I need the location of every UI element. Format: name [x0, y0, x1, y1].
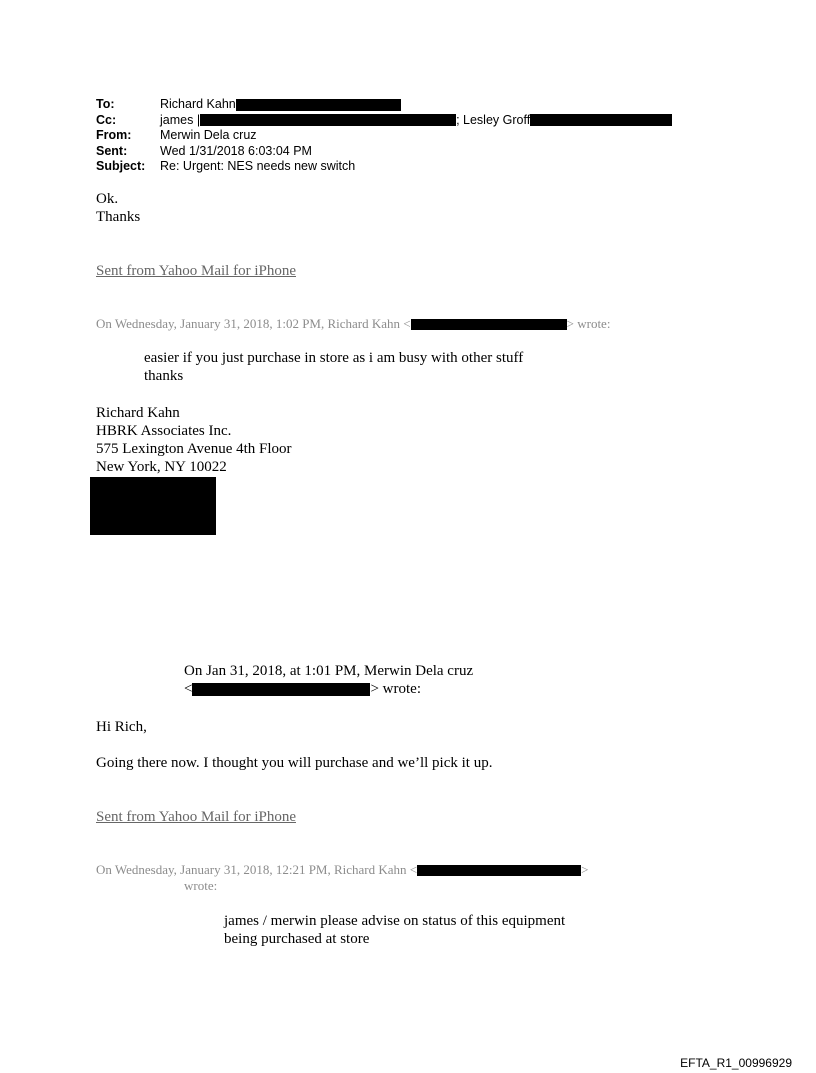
attribution-text: > wrote: — [566, 316, 611, 331]
quoted-body: Going there now. I thought you will purchase and we’ll pick it up. — [96, 755, 493, 771]
sent-value: Wed 1/31/2018 6:03:04 PM — [160, 143, 312, 158]
signature-address: 575 Lexington Avenue 4th Floor — [96, 441, 292, 457]
reply-line: Ok. — [96, 191, 119, 207]
to-value: Richard Kahn — [160, 97, 236, 111]
quote-attribution — [96, 862, 588, 894]
redaction-box — [236, 99, 401, 111]
signature-block — [96, 404, 292, 476]
yahoo-signature-link[interactable]: Sent from Yahoo Mail for iPhone — [96, 809, 296, 825]
to-row — [96, 97, 672, 113]
redaction-box — [192, 683, 370, 696]
sent-label: Sent: — [96, 143, 128, 158]
from-label: From: — [96, 128, 132, 142]
quoted-body — [224, 912, 565, 948]
quote-attribution — [184, 662, 473, 698]
subject-label: Subject: — [96, 159, 146, 173]
subject-value: Re: Urgent: NES needs new switch — [160, 159, 356, 173]
cc-row — [96, 113, 672, 129]
redaction-block — [90, 477, 216, 535]
reply-line: Thanks — [96, 209, 141, 225]
quote-attribution — [96, 316, 610, 332]
attribution-text: > — [581, 862, 589, 877]
subject-row — [96, 159, 672, 175]
cc-value-1: james | — [160, 112, 201, 127]
document-id: EFTA_R1_00996929 — [680, 1056, 792, 1070]
from-row — [96, 128, 672, 144]
redaction-box — [411, 319, 567, 330]
quoted-line: thanks — [144, 368, 184, 384]
redaction-box — [200, 114, 456, 126]
reply-body — [96, 190, 140, 226]
attribution-text: On Wednesday, January 31, 2018, 12:21 PM, Richard Kahn < — [96, 862, 418, 877]
quoted-line: being purchased at store — [224, 931, 370, 947]
yahoo-signature-link[interactable]: Sent from Yahoo Mail for iPhone — [96, 263, 296, 279]
attribution-text: > wrote: — [370, 681, 421, 697]
redaction-box — [417, 865, 581, 876]
to-label: To: — [96, 97, 115, 111]
from-value: Merwin Dela cruz — [160, 128, 257, 142]
greeting: Hi Rich, — [96, 719, 147, 735]
attribution-text: On Wednesday, January 31, 2018, 1:02 PM, Richard Kahn < — [96, 316, 411, 331]
quoted-body — [144, 349, 523, 385]
signature-company: HBRK Associates Inc. — [96, 423, 232, 439]
signature-address: New York, NY 10022 — [96, 459, 227, 475]
quoted-line: easier if you just purchase in store as i am busy with other stuff — [144, 350, 524, 366]
attribution-line: On Jan 31, 2018, at 1:01 PM, Merwin Dela cruz — [184, 663, 474, 679]
email-header — [96, 97, 672, 175]
sent-row — [96, 144, 672, 160]
attribution-text: < — [184, 681, 193, 697]
redaction-box — [530, 114, 672, 126]
attribution-line: wrote: — [184, 878, 218, 893]
quoted-line: james / merwin please advise on status of this equipment — [224, 913, 566, 929]
signature-name: Richard Kahn — [96, 405, 180, 421]
cc-value-2: ; Lesley Groff — [456, 112, 531, 127]
cc-label: Cc: — [96, 112, 117, 127]
